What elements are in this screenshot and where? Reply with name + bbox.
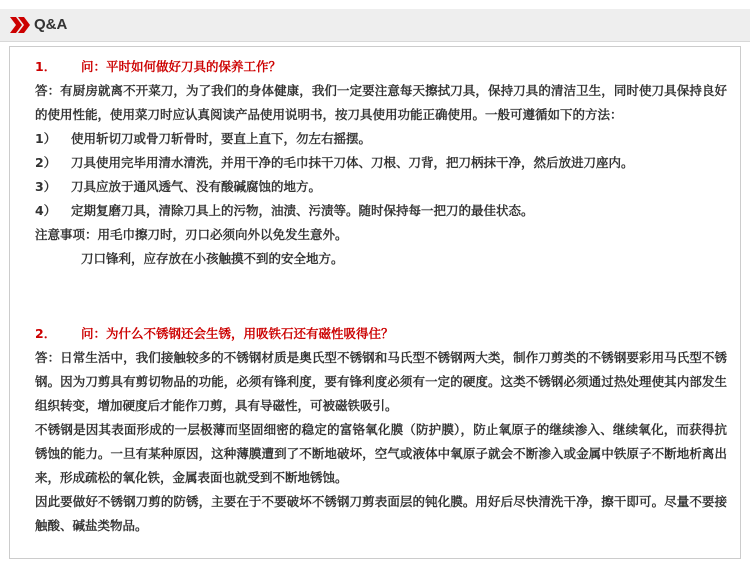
list-item-text: 刀具应放于通风透气、没有酸碱腐蚀的地方。 [71,179,322,194]
list-item [35,199,727,223]
answer-paragraph: 不锈钢是因其表面形成的一层极薄而坚固细密的稳定的富铬氧化膜（防护膜），防止氧原子的继续渗入、继续氧化，而获得抗锈蚀的能力。一旦有某种原因，这种薄膜遭到了不断地破坏，空气或液体中氧原子就会不断渗入或金属中铁原子不断地析离出来，形成疏松的氧化铁，金属表面也就受到不断地锈蚀。 [35,422,727,485]
section-title: Q&A [34,16,68,33]
question-number: 1． [35,59,57,74]
qa-item-1 [35,55,727,271]
question-text: 问：为什么不锈钢还会生锈，用吸铁石还有磁性吸得住？ [81,326,394,341]
answer-paragraph: 答：日常生活中，我们接触较多的不锈钢材质是奥氏型不锈钢和马氏型不锈钢两大类，制作刀剪类的不锈钢要彩用马氏型不锈钢。因为刀剪具有剪切物品的功能，必须有锋利度，要有锋利度必须有一定的硬度。这类不锈钢必须通过热处理使其内部发生组织转变，增加硬度后才能作刀剪，具有导磁性，可被磁铁吸引。 [35,350,727,413]
list-item [35,127,727,151]
list-item [35,175,727,199]
answer-paragraph: 因此要做好不锈钢刀剪的防锈，主要在于不要破坏不锈钢刀剪表面层的钝化膜。用好后尽快清洗干净，擦干即可。尽量不要接触酸、碱盐类物品。 [35,494,727,533]
question-text: 问：平时如何做好刀具的保养工作？ [81,59,282,74]
chevron-right-icon [18,17,32,33]
list-item-index: 4） [35,203,57,218]
list-item-text: 定期复磨刀具，清除刀具上的污物，油渍、污渍等。随时保持每一把刀的最佳状态。 [71,203,534,218]
section-header [0,9,750,42]
answer-intro: 答：有厨房就离不开菜刀，为了我们的身体健康，我们一定要注意每天擦拭刀具，保持刀具的清洁卫生，同时使刀具保持良好的使用性能，使用菜刀时应认真阅读产品使用说明书，按刀具使用功能正确使用。一般可遵循如下的方法： [35,83,727,122]
list-item-index: 2） [35,155,57,170]
question-2 [35,322,727,346]
question-1 [35,55,727,79]
qa-panel [9,46,741,559]
question-number: 2． [35,326,57,341]
list-item-index: 3） [35,179,57,194]
note-continued: 刀口锋利，应存放在小孩触摸不到的安全地方。 [81,251,344,266]
list-item [35,151,727,175]
list-item-text: 使用斩切刀或骨刀斩骨时，要直上直下，勿左右摇摆。 [71,131,372,146]
list-item-index: 1） [35,131,57,146]
note: 注意事项：用毛巾擦刀时，刃口必须向外以免发生意外。 [35,227,348,242]
list-item-text: 刀具使用完毕用清水清洗，并用干净的毛巾抹干刀体、刀根、刀背，把刀柄抹干净，然后放进刀座内。 [71,155,634,170]
qa-item-2 [35,322,727,538]
